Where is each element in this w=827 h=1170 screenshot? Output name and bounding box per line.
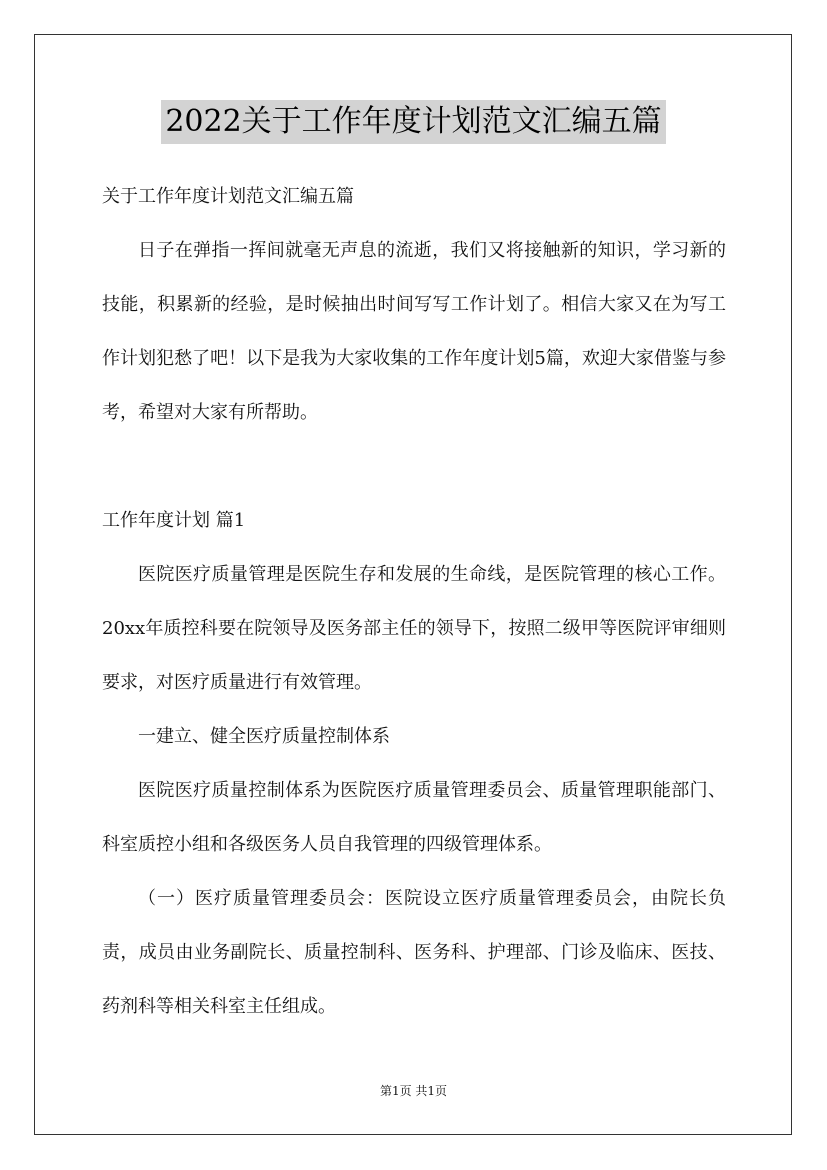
body-paragraph: 医院医疗质量控制体系为医院医疗质量管理委员会、质量管理职能部门、科室质控小组和各级医务人员自我管理的四级管理体系。 bbox=[102, 780, 726, 855]
document-body bbox=[102, 170, 726, 1034]
subheading: 一建立、健全医疗质量控制体系 bbox=[138, 726, 390, 747]
title-container bbox=[0, 100, 827, 144]
spacer bbox=[102, 440, 726, 494]
body-paragraph: 医院医疗质量管理是医院生存和发展的生命线，是医院管理的核心工作。20xx年质控科要在院领导及医务部主任的领导下，按照二级甲等医院评审细则要求，对医疗质量进行有效管理。 bbox=[102, 564, 726, 693]
intro-heading: 关于工作年度计划范文汇编五篇 bbox=[102, 186, 354, 207]
body-paragraph: （一）医疗质量管理委员会：医院设立医疗质量管理委员会，由院长负责，成员由业务副院长、质量控制科、医务科、护理部、门诊及临床、医技、药剂科等相关科室主任组成。 bbox=[102, 888, 726, 1017]
section-heading: 工作年度计划 篇1 bbox=[102, 510, 246, 531]
page-footer: 第1页 共1页 bbox=[379, 1084, 448, 1098]
document-title: 2022关于工作年度计划范文汇编五篇 bbox=[161, 100, 665, 144]
intro-paragraph: 日子在弹指一挥间就毫无声息的流逝，我们又将接触新的知识，学习新的技能，积累新的经验，是时候抽出时间写写工作计划了。相信大家又在为写工作计划犯愁了吧！以下是我为大家收集的工作年度计划5篇，欢迎大家借鉴与参考，希望对大家有所帮助。 bbox=[102, 240, 726, 423]
